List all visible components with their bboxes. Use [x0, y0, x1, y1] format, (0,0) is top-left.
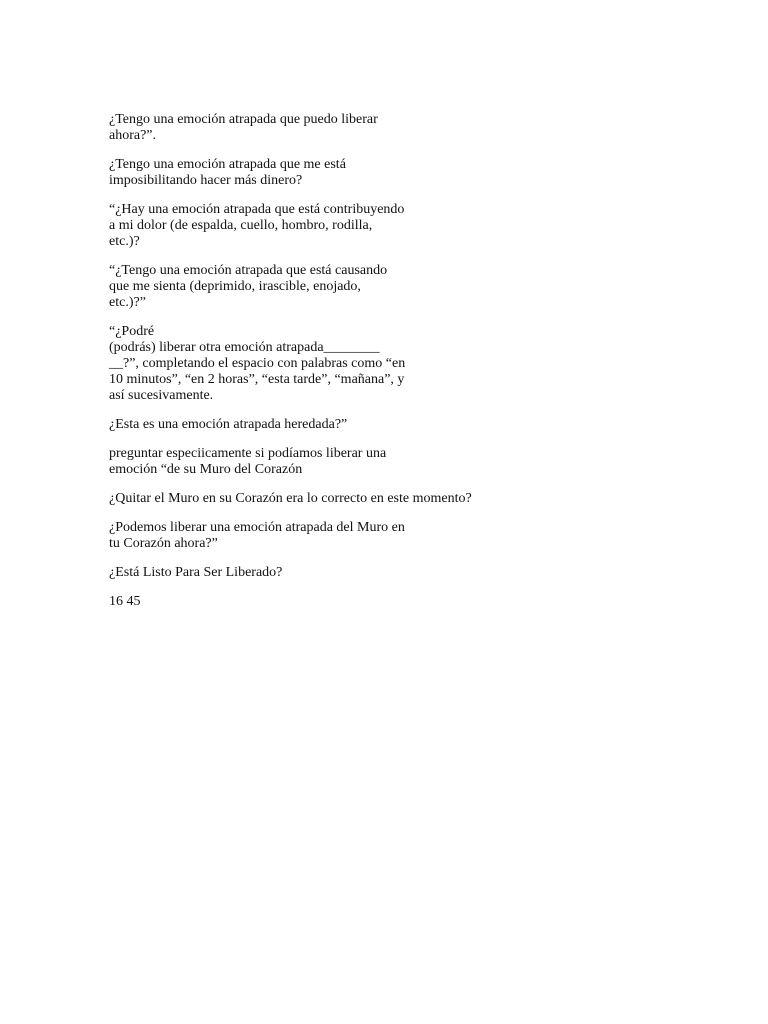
- text-line: tu Corazón ahora?”: [109, 536, 218, 551]
- text-line: ¿Tengo una emoción atrapada que puedo liberar: [109, 112, 378, 127]
- text-line: __?”, completando el espacio con palabras como “en: [109, 356, 406, 371]
- text-line: así sucesivamente.: [109, 388, 214, 403]
- text-line: imposibilitando hacer más dinero?: [109, 173, 303, 188]
- text-line: “¿Tengo una emoción atrapada que está causando: [109, 263, 388, 278]
- text-line: ¿Quitar el Muro en su Corazón era lo correcto en este momento?: [109, 491, 472, 506]
- text-line: ¿Está Listo Para Ser Liberado?: [109, 565, 283, 580]
- text-line: etc.)?: [109, 234, 140, 249]
- text-line: (podrás) liberar otra emoción atrapada________: [109, 340, 380, 355]
- text-line: ahora?”.: [109, 128, 157, 143]
- question-paragraph: [109, 263, 429, 311]
- text-line: ¿Tengo una emoción atrapada que me está: [109, 157, 346, 172]
- text-line: 16 45: [109, 594, 141, 609]
- document-body: [109, 112, 472, 623]
- instruction-paragraph: [109, 446, 429, 478]
- text-line: etc.)?”: [109, 295, 146, 310]
- text-line: “¿Hay una emoción atrapada que está contribuyendo: [109, 202, 405, 217]
- text-line: emoción “de su Muro del Corazón: [109, 462, 303, 477]
- text-line: 10 minutos”, “en 2 horas”, “esta tarde”, “mañana”, y: [109, 372, 405, 387]
- text-line: ¿Podemos liberar una emoción atrapada del Muro en: [109, 520, 405, 535]
- question-paragraph: [109, 157, 429, 189]
- question-paragraph: [109, 565, 429, 581]
- question-paragraph: [109, 112, 429, 144]
- question-paragraph: [109, 520, 429, 552]
- question-paragraph: [109, 202, 429, 250]
- question-paragraph: [109, 491, 472, 507]
- page-number: [109, 594, 429, 610]
- text-line: a mi dolor (de espalda, cuello, hombro, rodilla,: [109, 218, 373, 233]
- text-line: “¿Podré: [109, 324, 155, 339]
- text-line: que me sienta (deprimido, irascible, enojado,: [109, 279, 361, 294]
- text-line: preguntar especiicamente si podíamos liberar una: [109, 446, 387, 461]
- question-paragraph: [109, 324, 429, 404]
- question-paragraph: [109, 417, 429, 433]
- text-line: ¿Esta es una emoción atrapada heredada?”: [109, 417, 348, 432]
